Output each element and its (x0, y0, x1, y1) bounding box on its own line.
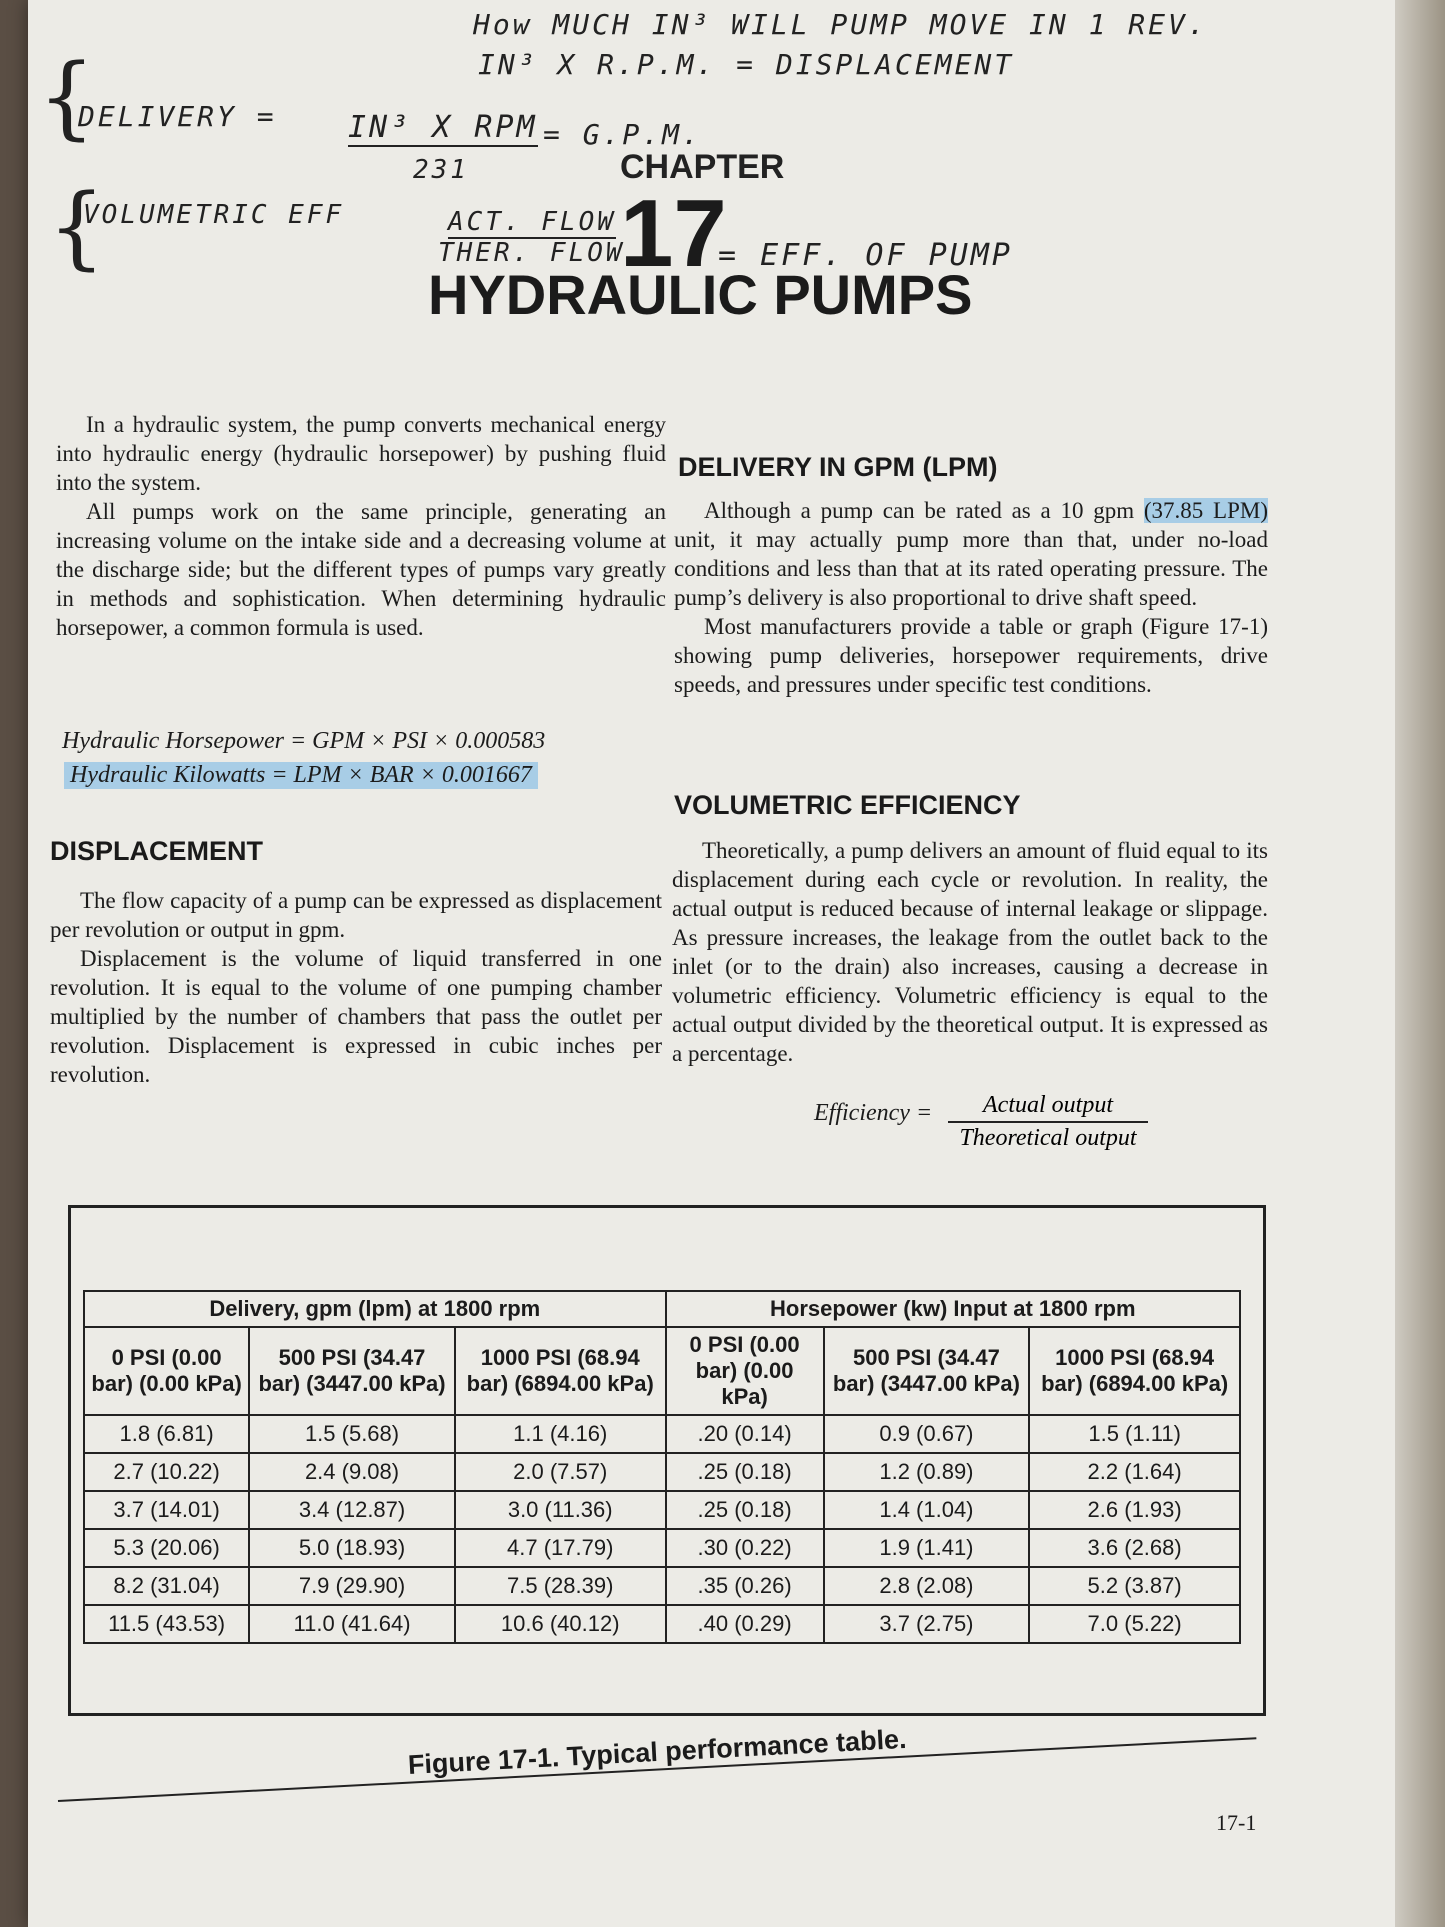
table-cell: 7.5 (28.39) (455, 1567, 666, 1605)
table-cell: 3.0 (11.36) (455, 1491, 666, 1529)
horsepower-formula: Hydraulic Horsepower = GPM × PSI × 0.000583 (62, 728, 546, 754)
table-cell: 1.1 (4.16) (455, 1415, 666, 1453)
table-cell: 5.3 (20.06) (84, 1529, 249, 1567)
table-cell: 3.7 (2.75) (824, 1605, 1030, 1643)
delivery-heading: DELIVERY IN GPM (LPM) (678, 452, 998, 482)
handwritten-vol-denominator: THER. FLOW (438, 238, 625, 268)
table-cell: 2.7 (10.22) (84, 1453, 249, 1491)
table-cell: .20 (0.14) (666, 1415, 824, 1453)
volumetric-heading: VOLUMETRIC EFFICIENCY (674, 790, 1021, 820)
column-header: 500 PSI (34.47 bar) (3447.00 kPa) (824, 1327, 1030, 1415)
table-column-header-row (84, 1327, 1240, 1415)
chapter-number: 17 (620, 180, 727, 287)
table-cell: 1.9 (1.41) (824, 1529, 1030, 1567)
efficiency-fraction (948, 1092, 1148, 1152)
table-row (84, 1567, 1240, 1605)
displacement-text (50, 886, 662, 1089)
table-group-horsepower: Horsepower (kw) Input at 1800 rpm (666, 1291, 1240, 1327)
handwritten-delivery-result: = G.P.M. (543, 118, 702, 151)
table-cell: 4.7 (17.79) (455, 1529, 666, 1567)
efficiency-denominator: Theoretical output (959, 1125, 1137, 1151)
table-row (84, 1605, 1240, 1643)
table-cell: 3.4 (12.87) (249, 1491, 455, 1529)
table-cell: 1.8 (6.81) (84, 1415, 249, 1453)
table-cell: 8.2 (31.04) (84, 1567, 249, 1605)
chapter-title: HYDRAULIC PUMPS (428, 263, 973, 326)
delivery-paragraph-1 (674, 496, 1268, 612)
table-row (84, 1529, 1240, 1567)
table-body (84, 1415, 1240, 1643)
column-header: 1000 PSI (68.94 bar) (6894.00 kPa) (1029, 1327, 1240, 1415)
efficiency-label: Efficiency = (814, 1100, 933, 1126)
table-cell: 2.2 (1.64) (1029, 1453, 1240, 1491)
table-cell: 1.5 (1.11) (1029, 1415, 1240, 1453)
handwritten-delivery-denominator: 231 (413, 155, 469, 185)
table-cell: 2.4 (9.08) (249, 1453, 455, 1491)
delivery-metric-highlight: (37.85 LPM) (1143, 498, 1268, 523)
delivery-text-part-a: Although a pump can be rated as a 10 gpm (704, 498, 1144, 523)
table-group-delivery: Delivery, gpm (lpm) at 1800 rpm (84, 1291, 666, 1327)
table-cell: 3.6 (2.68) (1029, 1529, 1240, 1567)
table-cell: 7.0 (5.22) (1029, 1605, 1240, 1643)
table-cell: .25 (0.18) (666, 1453, 824, 1491)
table-cell: .30 (0.22) (666, 1529, 824, 1567)
figure-caption: Figure 17-1. Typical performance table. (407, 1723, 908, 1780)
intro-paragraph-1: In a hydraulic system, the pump converts mechanical energy into hydraulic energy (hydraulic horsepower) by pushing fluid into the system. (56, 412, 666, 495)
table-cell: .40 (0.29) (666, 1605, 824, 1643)
performance-table (83, 1290, 1241, 1644)
displacement-heading: DISPLACEMENT (50, 836, 264, 866)
handwritten-bracket: { (38, 45, 96, 150)
table-cell: 1.2 (0.89) (824, 1453, 1030, 1491)
table-group-header-row (84, 1291, 1240, 1327)
table-cell: 10.6 (40.12) (455, 1605, 666, 1643)
table-cell: 2.8 (2.08) (824, 1567, 1030, 1605)
table-cell: 3.7 (14.01) (84, 1491, 249, 1529)
handwritten-note-line2: IN³ X R.P.M. = DISPLACEMENT (478, 48, 1015, 81)
table-cell: 11.0 (41.64) (249, 1605, 455, 1643)
table-row (84, 1491, 1240, 1529)
table-cell: 7.9 (29.90) (249, 1567, 455, 1605)
displacement-paragraph-1: The flow capacity of a pump can be expressed as displacement per revolution or output in gpm. (50, 888, 662, 942)
displacement-paragraph-2: Displacement is the volume of liquid transferred in one revolution. It is equal to the volume of one pumping chamber multiplied by the number of chambers that pass the outlet per revolution. Displacement is expressed in cubic inches per revolution. (50, 946, 662, 1087)
table-cell: 0.9 (0.67) (824, 1415, 1030, 1453)
handwritten-delivery-label: DELIVERY = (78, 100, 277, 133)
table-row (84, 1415, 1240, 1453)
table-cell: 1.5 (5.68) (249, 1415, 455, 1453)
handwritten-note-line1: How MUCH IN³ WILL PUMP MOVE IN 1 REV. (473, 8, 1208, 41)
intro-paragraph-2: All pumps work on the same principle, generating an increasing volume on the intake side and a decreasing volume at the discharge side; but the different types of pumps vary greatly in methods and sophistication. When determining hydraulic horsepower, a common formula is used. (56, 499, 666, 640)
book-page (28, 0, 1403, 1927)
intro-text (56, 410, 666, 642)
table-cell: 5.0 (18.93) (249, 1529, 455, 1567)
column-header: 500 PSI (34.47 bar) (3447.00 kPa) (249, 1327, 455, 1415)
table-cell: .25 (0.18) (666, 1491, 824, 1529)
volumetric-text (672, 836, 1268, 1068)
table-cell: 2.6 (1.93) (1029, 1491, 1240, 1529)
table-cell: .35 (0.26) (666, 1567, 824, 1605)
handwritten-delivery-numerator: IN³ X RPM (348, 110, 538, 145)
table-cell: 2.0 (7.57) (455, 1453, 666, 1491)
column-header: 0 PSI (0.00 bar) (0.00 kPa) (84, 1327, 249, 1415)
handwritten-vol-result: = EFF. OF PUMP (718, 238, 1013, 273)
table-cell: 11.5 (43.53) (84, 1605, 249, 1643)
column-header: 1000 PSI (68.94 bar) (6894.00 kPa) (455, 1327, 666, 1415)
chapter-label: CHAPTER (620, 148, 785, 186)
volumetric-paragraph-1: Theoretically, a pump delivers an amount of fluid equal to its displacement during each cycle or revolution. In reality, the actual output is reduced because of internal leakage or slippage. As pressure increases, the leakage from the outlet back to the inlet (or to the drain) also increases, causing a decrease in volumetric efficiency. Volumetric efficiency is equal to the actual output divided by the theoretical output. It is expressed as a percentage. (672, 838, 1268, 1066)
kilowatts-formula: Hydraulic Kilowatts = LPM × BAR × 0.001667 (64, 762, 538, 789)
handwritten-vol-label: VOLUMETRIC EFF (83, 200, 345, 230)
delivery-text (674, 496, 1268, 699)
book-spine (1395, 0, 1445, 1927)
table-cell: 5.2 (3.87) (1029, 1567, 1240, 1605)
delivery-text-part-b: unit, it may actually pump more than that, under no-load conditions and less than that at its rated operating pressure. The pump’s delivery is also proportional to drive shaft speed. (674, 527, 1268, 610)
handwritten-bracket-2: { (48, 175, 106, 280)
table-row (84, 1453, 1240, 1491)
efficiency-numerator: Actual output (948, 1092, 1148, 1123)
column-header: 0 PSI (0.00 bar) (0.00 kPa) (666, 1327, 824, 1415)
handwritten-vol-numerator: ACT. FLOW (448, 207, 616, 237)
table-cell: 1.4 (1.04) (824, 1491, 1030, 1529)
delivery-paragraph-2: Most manufacturers provide a table or graph (Figure 17-1) showing pump deliveries, horsepower requirements, drive speeds, and pressures under specific test conditions. (674, 614, 1268, 697)
page-number: 17-1 (1216, 1810, 1257, 1835)
